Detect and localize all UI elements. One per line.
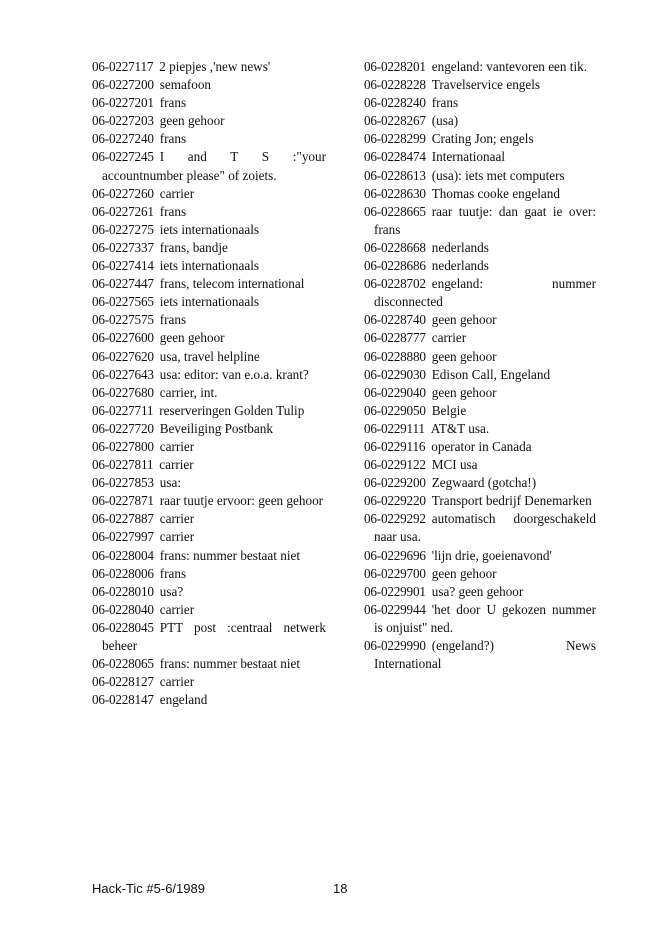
entry-description: reserveringen Golden Tulip bbox=[159, 402, 305, 418]
phone-number: 06-0227997 bbox=[92, 529, 154, 545]
list-item bbox=[364, 311, 596, 329]
phone-number: 06-0227600 bbox=[92, 330, 154, 346]
entry-description: (engeland?) News International bbox=[374, 638, 596, 672]
entry-description: 'lijn drie, goeienavond' bbox=[431, 547, 552, 563]
phone-number: 06-0228065 bbox=[92, 656, 154, 672]
entry-description: iets internationaals bbox=[159, 294, 259, 310]
right-column bbox=[364, 58, 596, 673]
phone-number: 06-0229700 bbox=[364, 565, 426, 581]
list-item bbox=[92, 384, 326, 402]
entry-description: frans: nummer bestaat niet bbox=[159, 656, 301, 672]
entry-description: frans: nummer bestaat niet bbox=[159, 547, 301, 563]
footer-publication: Hack-Tic #5-6/1989 bbox=[92, 881, 205, 896]
list-item bbox=[364, 583, 596, 601]
list-item bbox=[92, 492, 326, 510]
list-item bbox=[92, 528, 326, 546]
list-item bbox=[364, 402, 596, 420]
entry-description: automatisch doorgeschakeld naar usa. bbox=[374, 511, 596, 545]
entry-description: usa, travel helpline bbox=[159, 348, 260, 364]
list-item bbox=[364, 474, 596, 492]
list-item bbox=[92, 130, 326, 148]
entry-description: operator in Canada bbox=[431, 438, 532, 454]
list-item bbox=[92, 583, 326, 601]
entry-description: frans bbox=[159, 565, 187, 581]
entry-description: frans bbox=[159, 312, 187, 328]
entry-description: Internationaal bbox=[431, 149, 505, 165]
phone-number: 06-0227200 bbox=[92, 77, 154, 93]
list-item bbox=[364, 637, 596, 673]
list-item bbox=[364, 275, 596, 311]
phone-number: 06-0227201 bbox=[92, 95, 154, 111]
phone-number: 06-0229116 bbox=[364, 438, 426, 454]
list-item bbox=[92, 311, 326, 329]
phone-number: 06-0227680 bbox=[92, 384, 154, 400]
list-item bbox=[92, 275, 326, 293]
phone-number: 06-0227260 bbox=[92, 185, 154, 201]
list-item bbox=[364, 492, 596, 510]
entry-description: Crating Jon; engels bbox=[431, 131, 534, 147]
phone-number: 06-0228299 bbox=[364, 131, 426, 147]
entry-description: geen gehoor bbox=[431, 312, 497, 328]
list-item bbox=[364, 510, 596, 546]
entry-description: Transport bedrijf Denemarken bbox=[431, 493, 592, 509]
entry-description: engeland: vantevoren een tik. bbox=[431, 59, 588, 74]
phone-number: 06-0227853 bbox=[92, 475, 154, 491]
phone-number: 06-0227414 bbox=[92, 258, 154, 274]
list-item bbox=[92, 474, 326, 492]
entry-description: nederlands bbox=[431, 239, 489, 255]
entry-description: PTT post :centraal netwerk beheer bbox=[102, 619, 326, 653]
list-item bbox=[92, 565, 326, 583]
phone-number: 06-0228702 bbox=[364, 276, 426, 292]
phone-number: 06-0227887 bbox=[92, 511, 154, 527]
entry-description: frans, telecom international bbox=[159, 276, 305, 292]
list-item bbox=[364, 329, 596, 347]
phone-number: 06-0228201 bbox=[364, 59, 426, 74]
entry-description: semafoon bbox=[159, 77, 212, 93]
list-item bbox=[364, 185, 596, 203]
entry-description: carrier bbox=[159, 529, 195, 545]
list-item bbox=[364, 438, 596, 456]
phone-number: 06-0229901 bbox=[364, 583, 426, 599]
entry-description: geen gehoor bbox=[159, 113, 225, 129]
phone-number: 06-0227711 bbox=[92, 402, 154, 418]
phone-number: 06-0228228 bbox=[364, 77, 426, 93]
list-item bbox=[92, 619, 326, 655]
list-item bbox=[364, 366, 596, 384]
phone-number: 06-0228004 bbox=[92, 547, 154, 563]
phone-number: 06-0227565 bbox=[92, 294, 154, 310]
entry-description: carrier bbox=[159, 438, 195, 454]
phone-number: 06-0227245 bbox=[92, 149, 154, 165]
footer-page-number: 18 bbox=[333, 881, 348, 896]
entry-description: frans bbox=[159, 203, 187, 219]
entry-description: carrier bbox=[431, 330, 467, 346]
entry-description: Beveiliging Postbank bbox=[159, 420, 273, 436]
list-item bbox=[364, 456, 596, 474]
entry-description: carrier bbox=[159, 185, 195, 201]
phone-number: 06-0229292 bbox=[364, 511, 426, 527]
list-item bbox=[92, 94, 326, 112]
entry-description: usa: bbox=[159, 475, 181, 491]
list-item bbox=[92, 456, 326, 474]
list-item bbox=[92, 185, 326, 203]
phone-number: 06-0227117 bbox=[92, 59, 154, 74]
list-item bbox=[92, 239, 326, 257]
phone-number: 06-0229040 bbox=[364, 384, 426, 400]
list-item bbox=[364, 94, 596, 112]
list-item bbox=[364, 257, 596, 275]
list-item bbox=[92, 402, 326, 420]
entry-description: iets internationaals bbox=[159, 258, 259, 274]
phone-number: 06-0228127 bbox=[92, 674, 154, 690]
entry-description: AT&T usa. bbox=[430, 420, 490, 436]
phone-number: 06-0229122 bbox=[364, 457, 426, 473]
phone-number: 06-0229200 bbox=[364, 475, 426, 491]
entry-description: Travelservice engels bbox=[431, 77, 541, 93]
phone-number: 06-0229944 bbox=[364, 601, 426, 617]
phone-number: 06-0227811 bbox=[92, 457, 154, 473]
entry-description: iets internationaals bbox=[159, 221, 259, 237]
entry-description: 'het door U gekozen nummer is onjuist" ned. bbox=[374, 601, 596, 635]
phone-number: 06-0227643 bbox=[92, 366, 154, 382]
list-item bbox=[364, 601, 596, 637]
list-item bbox=[92, 203, 326, 221]
list-item bbox=[92, 293, 326, 311]
list-item bbox=[364, 76, 596, 94]
phone-number: 06-0228040 bbox=[92, 601, 154, 617]
entry-description: Belgie bbox=[431, 402, 467, 418]
entry-description: I and T S :"your accountnumber please" of zoiets. bbox=[102, 149, 326, 183]
entry-description: Thomas cooke engeland bbox=[431, 185, 560, 201]
phone-number: 06-0228630 bbox=[364, 185, 426, 201]
phone-number: 06-0228147 bbox=[92, 692, 154, 708]
entry-description: MCI usa bbox=[431, 457, 478, 473]
entry-description: frans bbox=[159, 95, 187, 111]
list-item bbox=[92, 673, 326, 691]
phone-number: 06-0228267 bbox=[364, 113, 426, 129]
list-item bbox=[92, 112, 326, 130]
entry-description: 2 piepjes ,'new news' bbox=[159, 59, 271, 74]
entry-description: Zegwaard (gotcha!) bbox=[431, 475, 537, 491]
list-item bbox=[364, 547, 596, 565]
phone-number: 06-0228045 bbox=[92, 619, 154, 635]
entry-description: Edison Call, Engeland bbox=[431, 366, 551, 382]
phone-number: 06-0227871 bbox=[92, 493, 154, 509]
phone-number: 06-0228880 bbox=[364, 348, 426, 364]
list-item bbox=[92, 348, 326, 366]
list-item bbox=[92, 221, 326, 239]
phone-number: 06-0228665 bbox=[364, 203, 426, 219]
entry-description: usa: editor: van e.o.a. krant? bbox=[159, 366, 309, 382]
phone-number: 06-0229111 bbox=[364, 420, 425, 436]
phone-number: 06-0228006 bbox=[92, 565, 154, 581]
list-item bbox=[364, 348, 596, 366]
entry-description: raar tuutje ervoor: geen gehoor bbox=[159, 493, 324, 509]
list-item bbox=[92, 58, 326, 76]
entry-description: frans bbox=[159, 131, 187, 147]
entry-description: usa? geen gehoor bbox=[431, 583, 524, 599]
phone-number: 06-0227203 bbox=[92, 113, 154, 129]
list-item bbox=[92, 601, 326, 619]
phone-number: 06-0227575 bbox=[92, 312, 154, 328]
phone-number: 06-0229220 bbox=[364, 493, 426, 509]
list-item bbox=[92, 76, 326, 94]
list-item bbox=[364, 58, 596, 76]
list-item bbox=[92, 547, 326, 565]
phone-number: 06-0229030 bbox=[364, 366, 426, 382]
entry-description: (usa): iets met computers bbox=[431, 167, 565, 183]
entry-description: geen gehoor bbox=[431, 384, 497, 400]
phone-number: 06-0229990 bbox=[364, 638, 426, 653]
entry-description: (usa) bbox=[431, 113, 459, 129]
entry-description: geen gehoor bbox=[431, 565, 497, 581]
phone-number: 06-0228010 bbox=[92, 583, 154, 599]
list-item bbox=[364, 239, 596, 257]
phone-number: 06-0228740 bbox=[364, 312, 426, 328]
phone-number: 06-0227720 bbox=[92, 420, 154, 436]
phone-number: 06-0227261 bbox=[92, 203, 154, 219]
entry-description: raar tuutje: dan gaat ie over: frans bbox=[374, 203, 596, 237]
list-item bbox=[92, 655, 326, 673]
list-item bbox=[92, 148, 326, 184]
phone-number: 06-0228613 bbox=[364, 167, 426, 183]
list-item bbox=[92, 257, 326, 275]
list-item bbox=[364, 565, 596, 583]
entry-description: engeland bbox=[159, 692, 208, 708]
phone-number: 06-0228686 bbox=[364, 258, 426, 274]
list-item bbox=[92, 691, 326, 709]
entry-description: carrier bbox=[159, 601, 195, 617]
phone-number: 06-0228240 bbox=[364, 95, 426, 111]
list-item bbox=[364, 148, 596, 166]
list-item bbox=[364, 420, 596, 438]
list-item bbox=[92, 366, 326, 384]
phone-number: 06-0227240 bbox=[92, 131, 154, 147]
list-item bbox=[364, 130, 596, 148]
entry-description: nederlands bbox=[431, 258, 489, 274]
entry-description: carrier bbox=[159, 511, 195, 527]
left-column bbox=[92, 58, 326, 709]
entry-description: carrier bbox=[159, 674, 195, 690]
phone-number: 06-0227620 bbox=[92, 348, 154, 364]
list-item bbox=[364, 203, 596, 239]
phone-number: 06-0228668 bbox=[364, 239, 426, 255]
phone-number: 06-0227337 bbox=[92, 239, 154, 255]
entry-description: frans, bandje bbox=[159, 239, 228, 255]
phone-number: 06-0227447 bbox=[92, 276, 154, 292]
phone-number: 06-0228474 bbox=[364, 149, 426, 165]
phone-number: 06-0227275 bbox=[92, 221, 154, 237]
list-item bbox=[92, 329, 326, 347]
entry-description: carrier bbox=[159, 457, 194, 473]
list-item bbox=[92, 420, 326, 438]
entry-description: engeland: nummer disconnected bbox=[374, 276, 596, 310]
list-item bbox=[364, 384, 596, 402]
entry-description: geen gehoor bbox=[159, 330, 225, 346]
entry-description: frans bbox=[431, 95, 459, 111]
phone-number: 06-0229050 bbox=[364, 402, 426, 418]
list-item bbox=[364, 167, 596, 185]
list-item bbox=[364, 112, 596, 130]
list-item bbox=[92, 510, 326, 528]
phone-number: 06-0229696 bbox=[364, 547, 426, 563]
phone-number: 06-0227800 bbox=[92, 438, 154, 454]
entry-description: usa? bbox=[159, 583, 184, 599]
entry-description: carrier, int. bbox=[159, 384, 218, 400]
list-item bbox=[92, 438, 326, 456]
phone-number: 06-0228777 bbox=[364, 330, 426, 346]
entry-description: geen gehoor bbox=[431, 348, 497, 364]
